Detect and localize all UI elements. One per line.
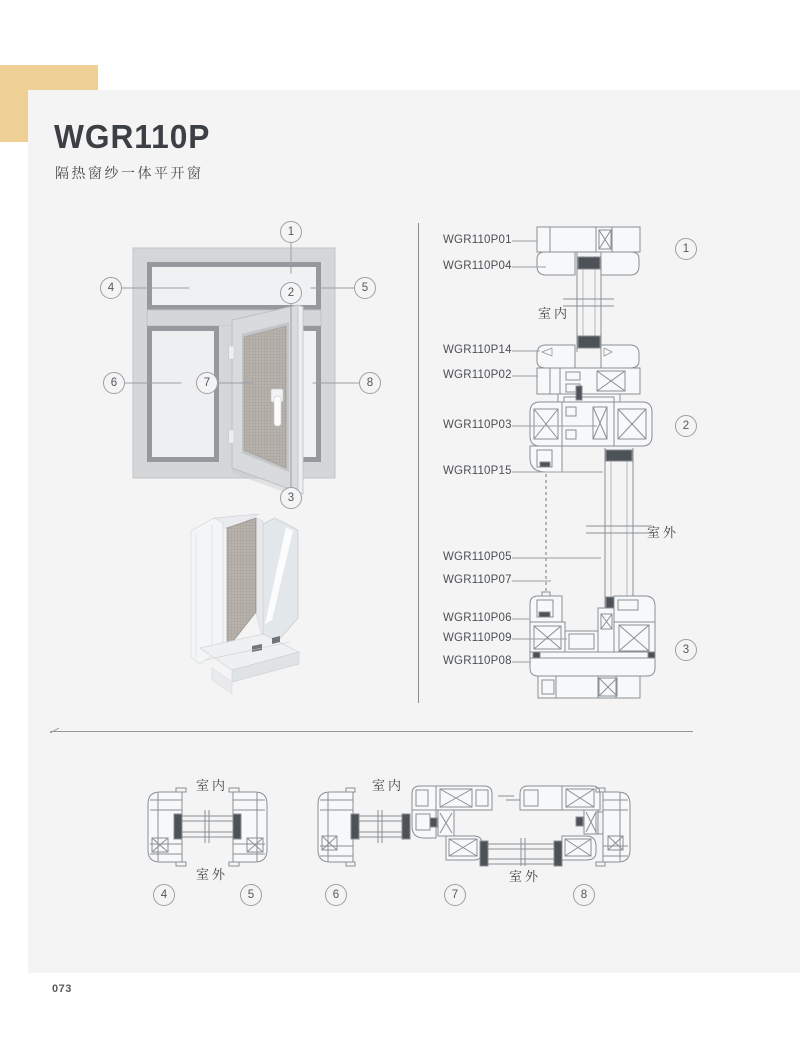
part-label-wgr110p01: WGR110P01: [443, 234, 512, 246]
corner-base-left: [212, 668, 232, 694]
vertical-section-drawing: [512, 227, 655, 698]
page-title: WGR110P: [54, 118, 211, 155]
part-label-wgr110p04: WGR110P04: [443, 260, 512, 272]
sash-leading-edge: [298, 305, 303, 494]
horizontal-section-right: [318, 786, 630, 866]
corner-section-photo: [191, 514, 299, 694]
part-label-wgr110p08: WGR110P08: [443, 655, 512, 667]
callout-7: 7: [196, 372, 218, 394]
page-number: 073: [52, 983, 72, 995]
part-label-wgr110p06: WGR110P06: [443, 612, 512, 624]
room-label-outside: 室外: [647, 525, 680, 540]
part-label-wgr110p05: WGR110P05: [443, 551, 512, 563]
vertical-divider: [418, 223, 419, 703]
part-label-wgr110p15: WGR110P15: [443, 465, 512, 477]
glazing-spacer: [578, 257, 600, 269]
room-label-outside: 室外: [196, 867, 229, 882]
horizontal-section-left: [148, 788, 267, 866]
fixed-glass: [152, 331, 214, 457]
corner-screen-mesh: [227, 518, 256, 649]
room-label-outside: 室外: [509, 869, 542, 884]
section-callout-6: 6: [325, 884, 347, 906]
horizontal-divider: [50, 731, 693, 732]
section-callout-1: 1: [675, 238, 697, 260]
part-label-wgr110p09: WGR110P09: [443, 632, 512, 644]
callout-3: 3: [280, 487, 302, 509]
callout-5: 5: [354, 277, 376, 299]
callout-2: 2: [280, 282, 302, 304]
section-callout-8: 8: [573, 884, 595, 906]
part-label-wgr110p07: WGR110P07: [443, 574, 512, 586]
section-callout-2: 2: [675, 415, 697, 437]
part-label-wgr110p03: WGR110P03: [443, 419, 512, 431]
page-subtitle: 隔热窗纱一体平开窗: [55, 165, 204, 181]
section-callout-7: 7: [444, 884, 466, 906]
window-handle: [274, 396, 281, 426]
section-callout-4: 4: [153, 884, 175, 906]
section-callout-3: 3: [675, 639, 697, 661]
elevation-diagram: [122, 243, 359, 497]
glazing-spacer: [578, 336, 600, 348]
room-label-inside: 室内: [538, 306, 571, 321]
room-label-inside: 室内: [196, 778, 229, 793]
part-label-wgr110p14: WGR110P14: [443, 344, 512, 356]
callout-4: 4: [100, 277, 122, 299]
room-label-inside: 室内: [372, 778, 405, 793]
section-callout-5: 5: [240, 884, 262, 906]
corner-glass-pane: [263, 518, 298, 651]
glazing-spacer: [606, 450, 632, 461]
callout-1: 1: [280, 221, 302, 243]
callout-8: 8: [359, 372, 381, 394]
hinge-top: [229, 346, 234, 359]
hinge-bottom: [229, 430, 234, 443]
part-label-wgr110p02: WGR110P02: [443, 369, 512, 381]
corner-inner-pane: [256, 518, 263, 640]
callout-6: 6: [103, 372, 125, 394]
